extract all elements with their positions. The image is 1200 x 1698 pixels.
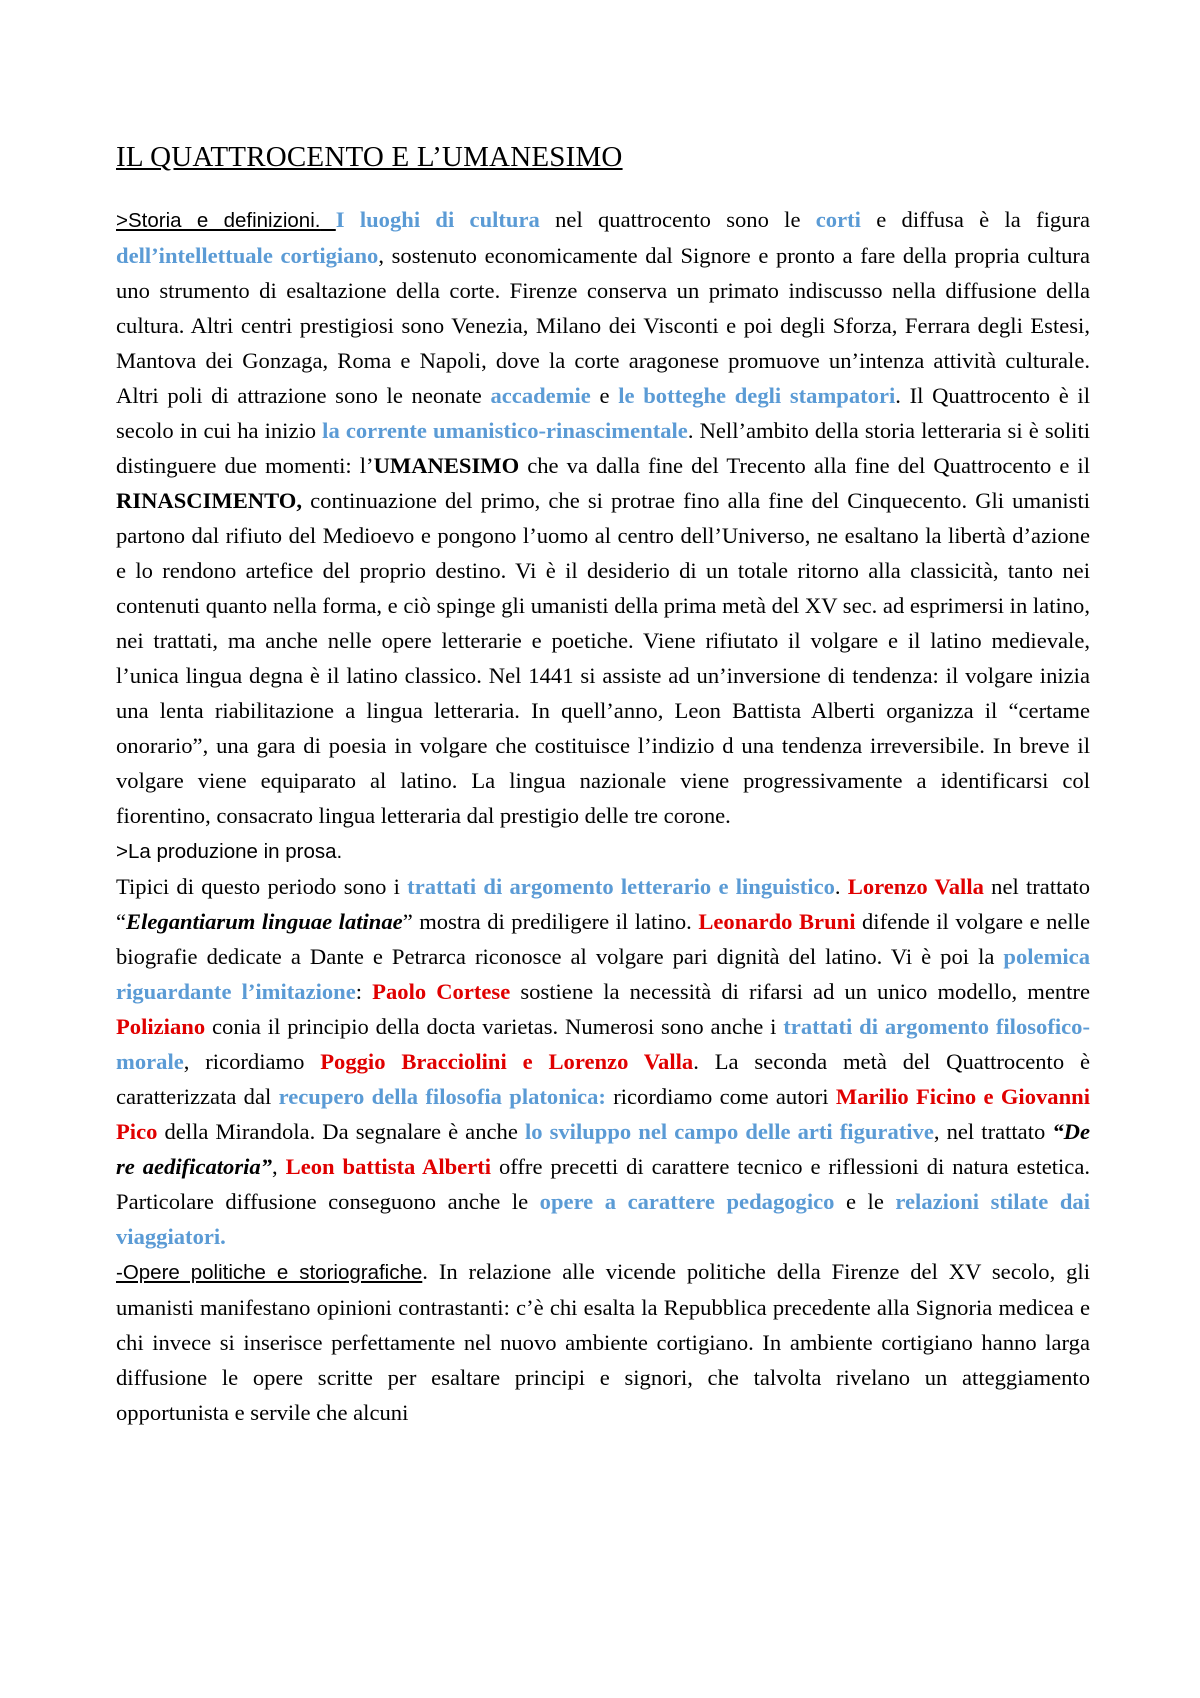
highlight-term: la corrente umanistico-rinascimentale bbox=[322, 418, 688, 443]
section-heading-opere: -Opere politiche e storiografiche bbox=[116, 1261, 423, 1284]
body-text: nel trattato “ bbox=[116, 874, 1090, 934]
body-text: ricordiamo come autori bbox=[605, 1084, 836, 1109]
body-text: , ricordiamo bbox=[183, 1049, 321, 1074]
author-name: Poliziano bbox=[116, 1014, 206, 1039]
highlight-term: dell’intellettuale cortigiano bbox=[116, 243, 379, 268]
section-prosa bbox=[116, 869, 1090, 1254]
highlight-term: I luoghi di cultura bbox=[335, 207, 540, 232]
author-name: Marilio Ficino e Giovanni Pico bbox=[116, 1084, 1090, 1144]
page-title: IL QUATTROCENTO E L’UMANESIMO bbox=[116, 141, 623, 173]
body-text: . Nell’ambito della storia letteraria si è soliti distinguere due momenti: l’ bbox=[116, 418, 1091, 478]
highlight-term: relazioni stilate dai viaggiatori. bbox=[116, 1189, 1091, 1249]
body-text: . In relazione alle vicende politiche della Firenze del XV secolo, gli umanisti manifestano opinioni contrastanti: c’è chi esalta la Repubblica precedente alla Signoria medicea e chi invece si inserisce perfettamente nel nuovo ambiente cortigiano. In ambiente cortigiano hanno larga diffusione le opere scritte per esaltare principi e signori, che talvolta rivelano un atteggiamento opportunista e servile che alcuni bbox=[116, 1259, 1090, 1425]
author-name: Lorenzo Valla bbox=[847, 874, 984, 899]
highlight-term: trattati di argomento filosofico-morale bbox=[116, 1014, 1090, 1074]
body-text: , nel trattato bbox=[933, 1119, 1053, 1144]
body-text: che va dalla fine del Trecento alla fine del Quattrocento e il bbox=[519, 453, 1090, 478]
body-text: conia il principio della docta varietas. Numerosi sono anche i bbox=[205, 1014, 784, 1039]
body-text: : bbox=[355, 979, 373, 1004]
highlight-term: opere a carattere pedagogico bbox=[539, 1189, 835, 1214]
highlight-term: le botteghe degli stampatori bbox=[618, 383, 896, 408]
section-storia bbox=[116, 202, 1090, 833]
body-text: della Mirandola. Da segnalare è anche bbox=[157, 1119, 525, 1144]
body-text: , sostenuto economicamente dal Signore e pronto a fare della propria cultura uno strumento di esaltazione della corte. Firenze conserva un primato indiscusso nella diffusione della cultura. Altri centri prestigiosi sono Venezia, Milano dei Visconti e poi degli Sforza, Ferrara degli Estesi, Mantova dei Gonzaga, Roma e Napoli, dove la corte aragonese promuove un’intenza attività culturale. Altri poli di attrazione sono le neonate bbox=[116, 243, 1090, 408]
document-page bbox=[116, 140, 1090, 1430]
body-text: e bbox=[590, 383, 619, 408]
keyword-bold: RINASCIMENTO, bbox=[116, 488, 303, 513]
body-text: , bbox=[272, 1154, 286, 1179]
body-text: . La seconda metà del Quattrocento è caratterizzata dal bbox=[116, 1049, 1090, 1109]
body-text: ” mostra di prediligere il latino. bbox=[402, 909, 699, 934]
body-text: offre precetti di carattere tecnico e riflessioni di natura estetica. Particolare diffusione conseguono anche le bbox=[116, 1154, 1091, 1214]
highlight-term: recupero della filosofia platonica: bbox=[278, 1084, 606, 1109]
body-text: . Il Quattrocento è il secolo in cui ha inizio bbox=[116, 383, 1090, 443]
author-name: Leonardo Bruni bbox=[698, 909, 856, 934]
body-text: e diffusa è la figura bbox=[860, 207, 1091, 232]
highlight-term: lo sviluppo nel campo delle arti figurative bbox=[524, 1119, 934, 1144]
highlight-term: polemica riguardante l’imitazione bbox=[116, 944, 1090, 1004]
author-name: Poggio Bracciolini e Lorenzo Valla bbox=[320, 1049, 694, 1074]
section-prosa-heading bbox=[116, 833, 1090, 869]
body-text: nel quattrocento sono le bbox=[539, 207, 816, 232]
work-title: Elegantiarum linguae latinae bbox=[126, 909, 403, 934]
heading-spacer bbox=[320, 207, 335, 232]
body-text: . bbox=[834, 874, 848, 899]
highlight-term: trattati di argomento letterario e linguistico bbox=[407, 874, 835, 899]
highlight-term: accademie bbox=[490, 383, 591, 408]
body-text: continuazione del primo, che si protrae fino alla fine del Cinquecento. Gli umanisti partono dal rifiuto del Medioevo e pongono l’uomo al centro dell’Universo, ne esaltano la libertà d’azione e lo rendono artefice del proprio destino. Vi è il desiderio di un totale ritorno alla classicità, tanto nei contenuti quanto nella forma, e ciò spinge gli umanisti della prima metà del XV sec. ad esprimersi in latino, nei trattati, ma anche nelle opere letterarie e poetiche. Viene rifiutato il volgare e il latino medievale, l’unica lingua degna è il latino classico. Nel 1441 si assiste ad un’inversione di tendenza: il volgare inizia una lenta riabilitazione a lingua letteraria. In quell’anno, Leon Battista Alberti organizza il “certame onorario”, una gara di poesia in volgare che costituisce l’indizio d una tendenza irreversibile. In breve il volgare viene equiparato al latino. La lingua nazionale viene progressivamente a identificarsi col fiorentino, consacrato lingua letteraria dal prestigio delle tre corone. bbox=[116, 488, 1090, 828]
body-text: difende il volgare e nelle biografie dedicate a Dante e Petrarca riconosce al volgare pari dignità del latino. Vi è poi la bbox=[116, 909, 1091, 969]
highlight-term: corti bbox=[815, 207, 861, 232]
body-text: sostiene la necessità di rifarsi ad un unico modello, mentre bbox=[510, 979, 1090, 1004]
work-title: “De re aedificatoria” bbox=[116, 1119, 1091, 1179]
keyword-bold: UMANESIMO bbox=[373, 453, 520, 478]
body-text: Tipici di questo periodo sono i bbox=[116, 874, 408, 899]
section-heading-storia: >Storia e definizioni. bbox=[116, 209, 321, 232]
section-opere-politiche bbox=[116, 1254, 1090, 1430]
author-name: Leon battista Alberti bbox=[285, 1154, 492, 1179]
author-name: Paolo Cortese bbox=[372, 979, 511, 1004]
body-text: e le bbox=[834, 1189, 896, 1214]
section-heading-prosa: >La produzione in prosa. bbox=[116, 840, 343, 863]
